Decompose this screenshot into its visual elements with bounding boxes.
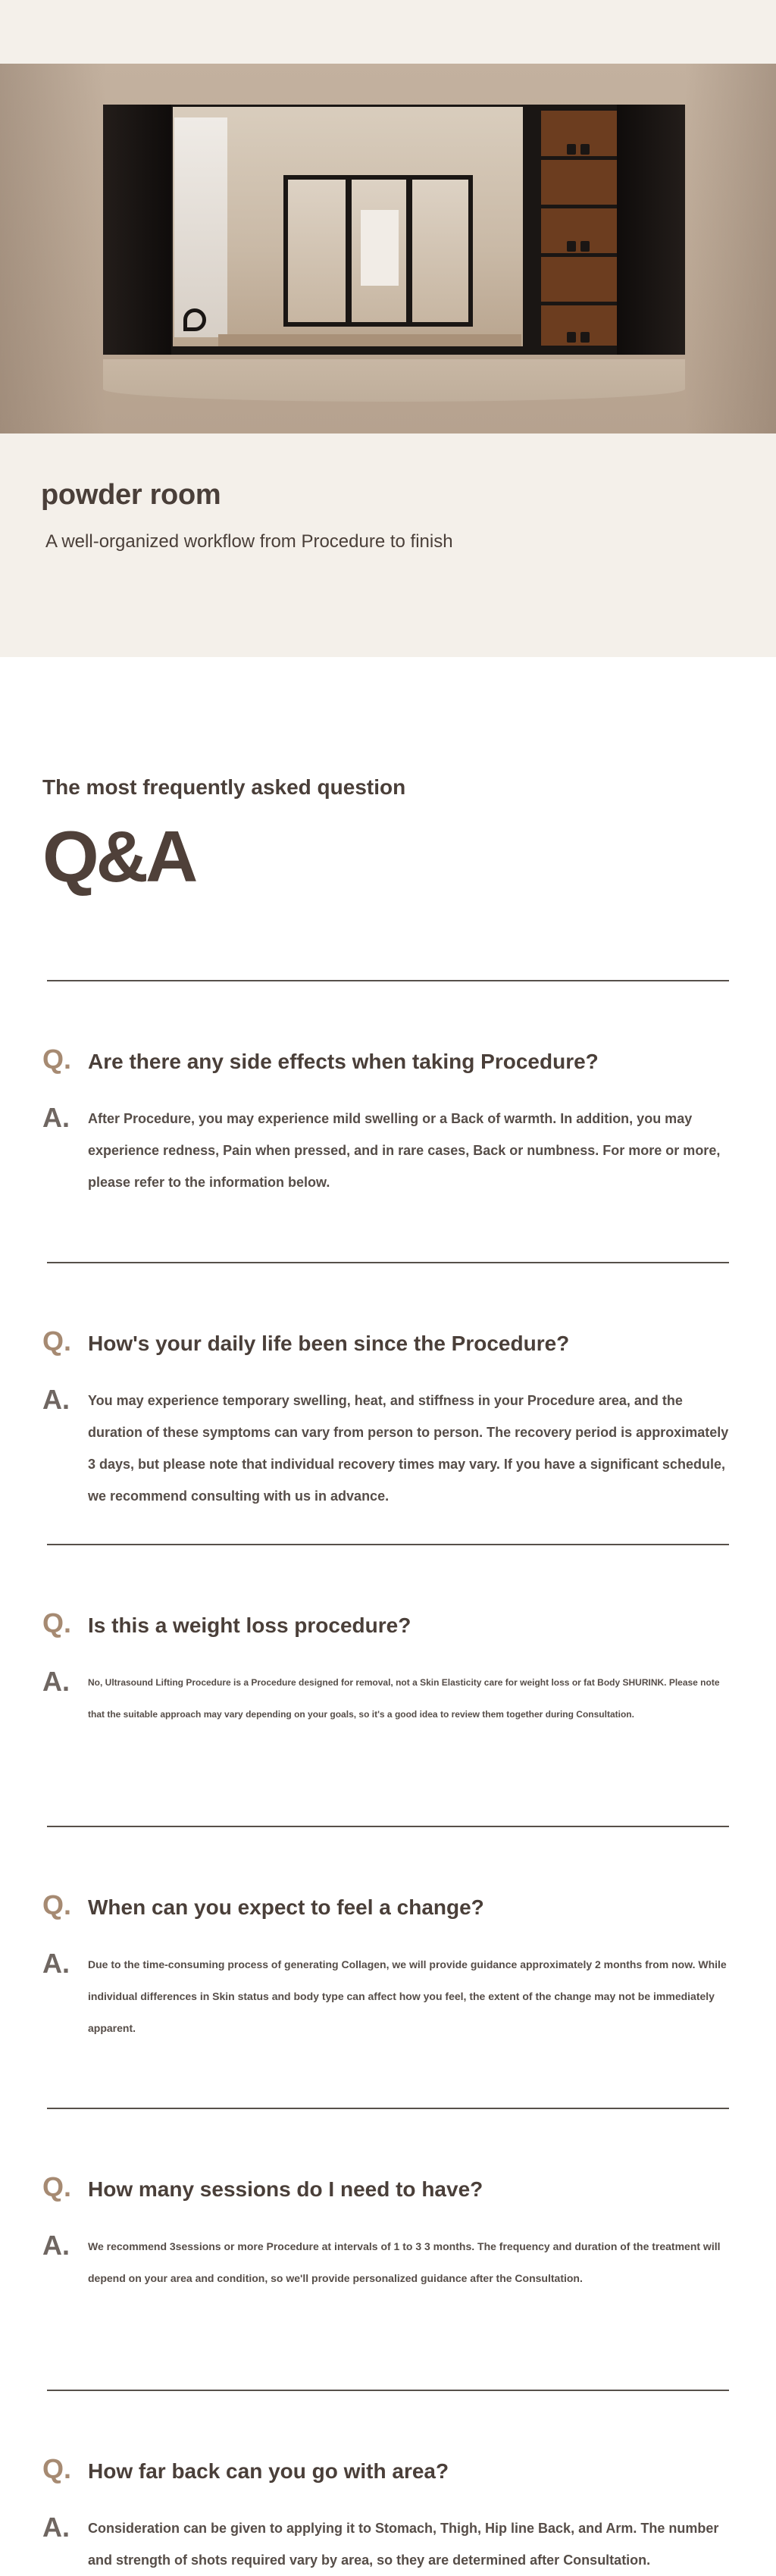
faq-header <box>0 657 776 897</box>
bottle-icon <box>567 332 576 343</box>
faq-item <box>0 2109 776 2390</box>
wood-shelves <box>541 111 617 346</box>
question-mark-label: Q. <box>42 1044 72 1075</box>
faq-question: How many sessions do I need to have? <box>88 2177 483 2201</box>
faq-big-title: Q&A <box>42 816 196 897</box>
answer-mark-label: A. <box>42 1948 70 1979</box>
question-mark-label: Q. <box>42 2171 72 2202</box>
answer-mark-label: A. <box>42 2512 70 2543</box>
faq-question: How's your daily life been since the Procedure? <box>88 1332 570 1355</box>
faq-item <box>0 1827 776 2108</box>
question-mark-label: Q. <box>42 1889 72 1920</box>
page-subtitle: A well-organized workflow from Procedure to finish <box>45 531 453 552</box>
faq-item <box>0 1263 776 1544</box>
faq-answer: After Procedure, you may experience mild swelling or a Back of warmth. In addition, you may experience redness, Pain when pressed, and in rare cases, Back or numbness. For more or more, please refer to the information below. <box>88 1111 721 1190</box>
mirror-cabinet <box>103 105 685 355</box>
answer-mark-label: A. <box>42 2230 70 2261</box>
faq-item <box>0 1545 776 1826</box>
wall-shade <box>685 64 776 434</box>
wall-shade <box>0 64 106 434</box>
question-mark-label: Q. <box>42 2453 72 2484</box>
faq-answer: Due to the time-consuming process of generating Collagen, we will provide guidance approximately 2 months from now. While individual differences in Skin status and body type can affect how you feel, the extent of the change may not be immediately apparent. <box>88 1958 727 2034</box>
vanity-counter <box>103 359 685 402</box>
hero-image <box>0 64 776 434</box>
faq-item <box>0 2391 776 2568</box>
answer-mark-label: A. <box>42 1384 70 1415</box>
bottle-icon <box>580 241 590 252</box>
question-mark-label: Q. <box>42 1326 72 1357</box>
faq-answer: We recommend 3sessions or more Procedure at intervals of 1 to 3 3 months. The frequency and duration of the treatment will depend on your area and condition, so we'll provide personalized guidance after the Consultation. <box>88 2240 721 2284</box>
faq-answer: You may experience temporary swelling, heat, and stiffness in your Procedure area, and the duration of these symptoms can vary from person to person. The recovery period is approximately 3 days, but please note that individual recovery times may vary. If you have a significant schedule, we recommend consulting with us in advance. <box>88 1393 729 1504</box>
bottle-icon <box>567 241 576 252</box>
answer-mark-label: A. <box>42 1666 70 1697</box>
bottle-icon <box>580 144 590 155</box>
faq-question: When can you expect to feel a change? <box>88 1895 484 1919</box>
mirror-reflection <box>173 107 523 346</box>
faq-question: Is this a weight loss procedure? <box>88 1614 411 1637</box>
faq-eyebrow: The most frequently asked question <box>42 775 406 799</box>
faq-answer: No, Ultrasound Lifting Procedure is a Procedure designed for removal, not a Skin Elasticity care for weight loss or fat Body SHURINK. Please note that the suitable approach may vary depending on your goals, so it's a good idea to review them together during Consultation. <box>88 1677 720 1720</box>
cabinet-side <box>617 105 685 355</box>
answer-mark-label: A. <box>42 1102 70 1133</box>
faq-answer: Consideration can be given to applying it to Stomach, Thigh, Hip line Back, and Arm. The number and strength of shots required vary by area, so they are determined after Consultation. <box>88 2521 719 2568</box>
top-strip <box>0 0 776 64</box>
faq-question: How far back can you go with area? <box>88 2459 449 2483</box>
intro-section <box>0 434 776 657</box>
brand-logo-icon <box>183 308 206 331</box>
question-mark-label: Q. <box>42 1607 72 1639</box>
bottle-icon <box>580 332 590 343</box>
page-title: powder room <box>41 479 221 511</box>
bottle-icon <box>567 144 576 155</box>
reflection-inner-mirror <box>283 175 473 327</box>
reflection-shelf <box>218 334 521 346</box>
faq-item <box>0 981 776 1262</box>
reflection-window <box>174 117 227 337</box>
cabinet-side <box>103 105 171 355</box>
faq-question: Are there any side effects when taking Procedure? <box>88 1050 599 1073</box>
